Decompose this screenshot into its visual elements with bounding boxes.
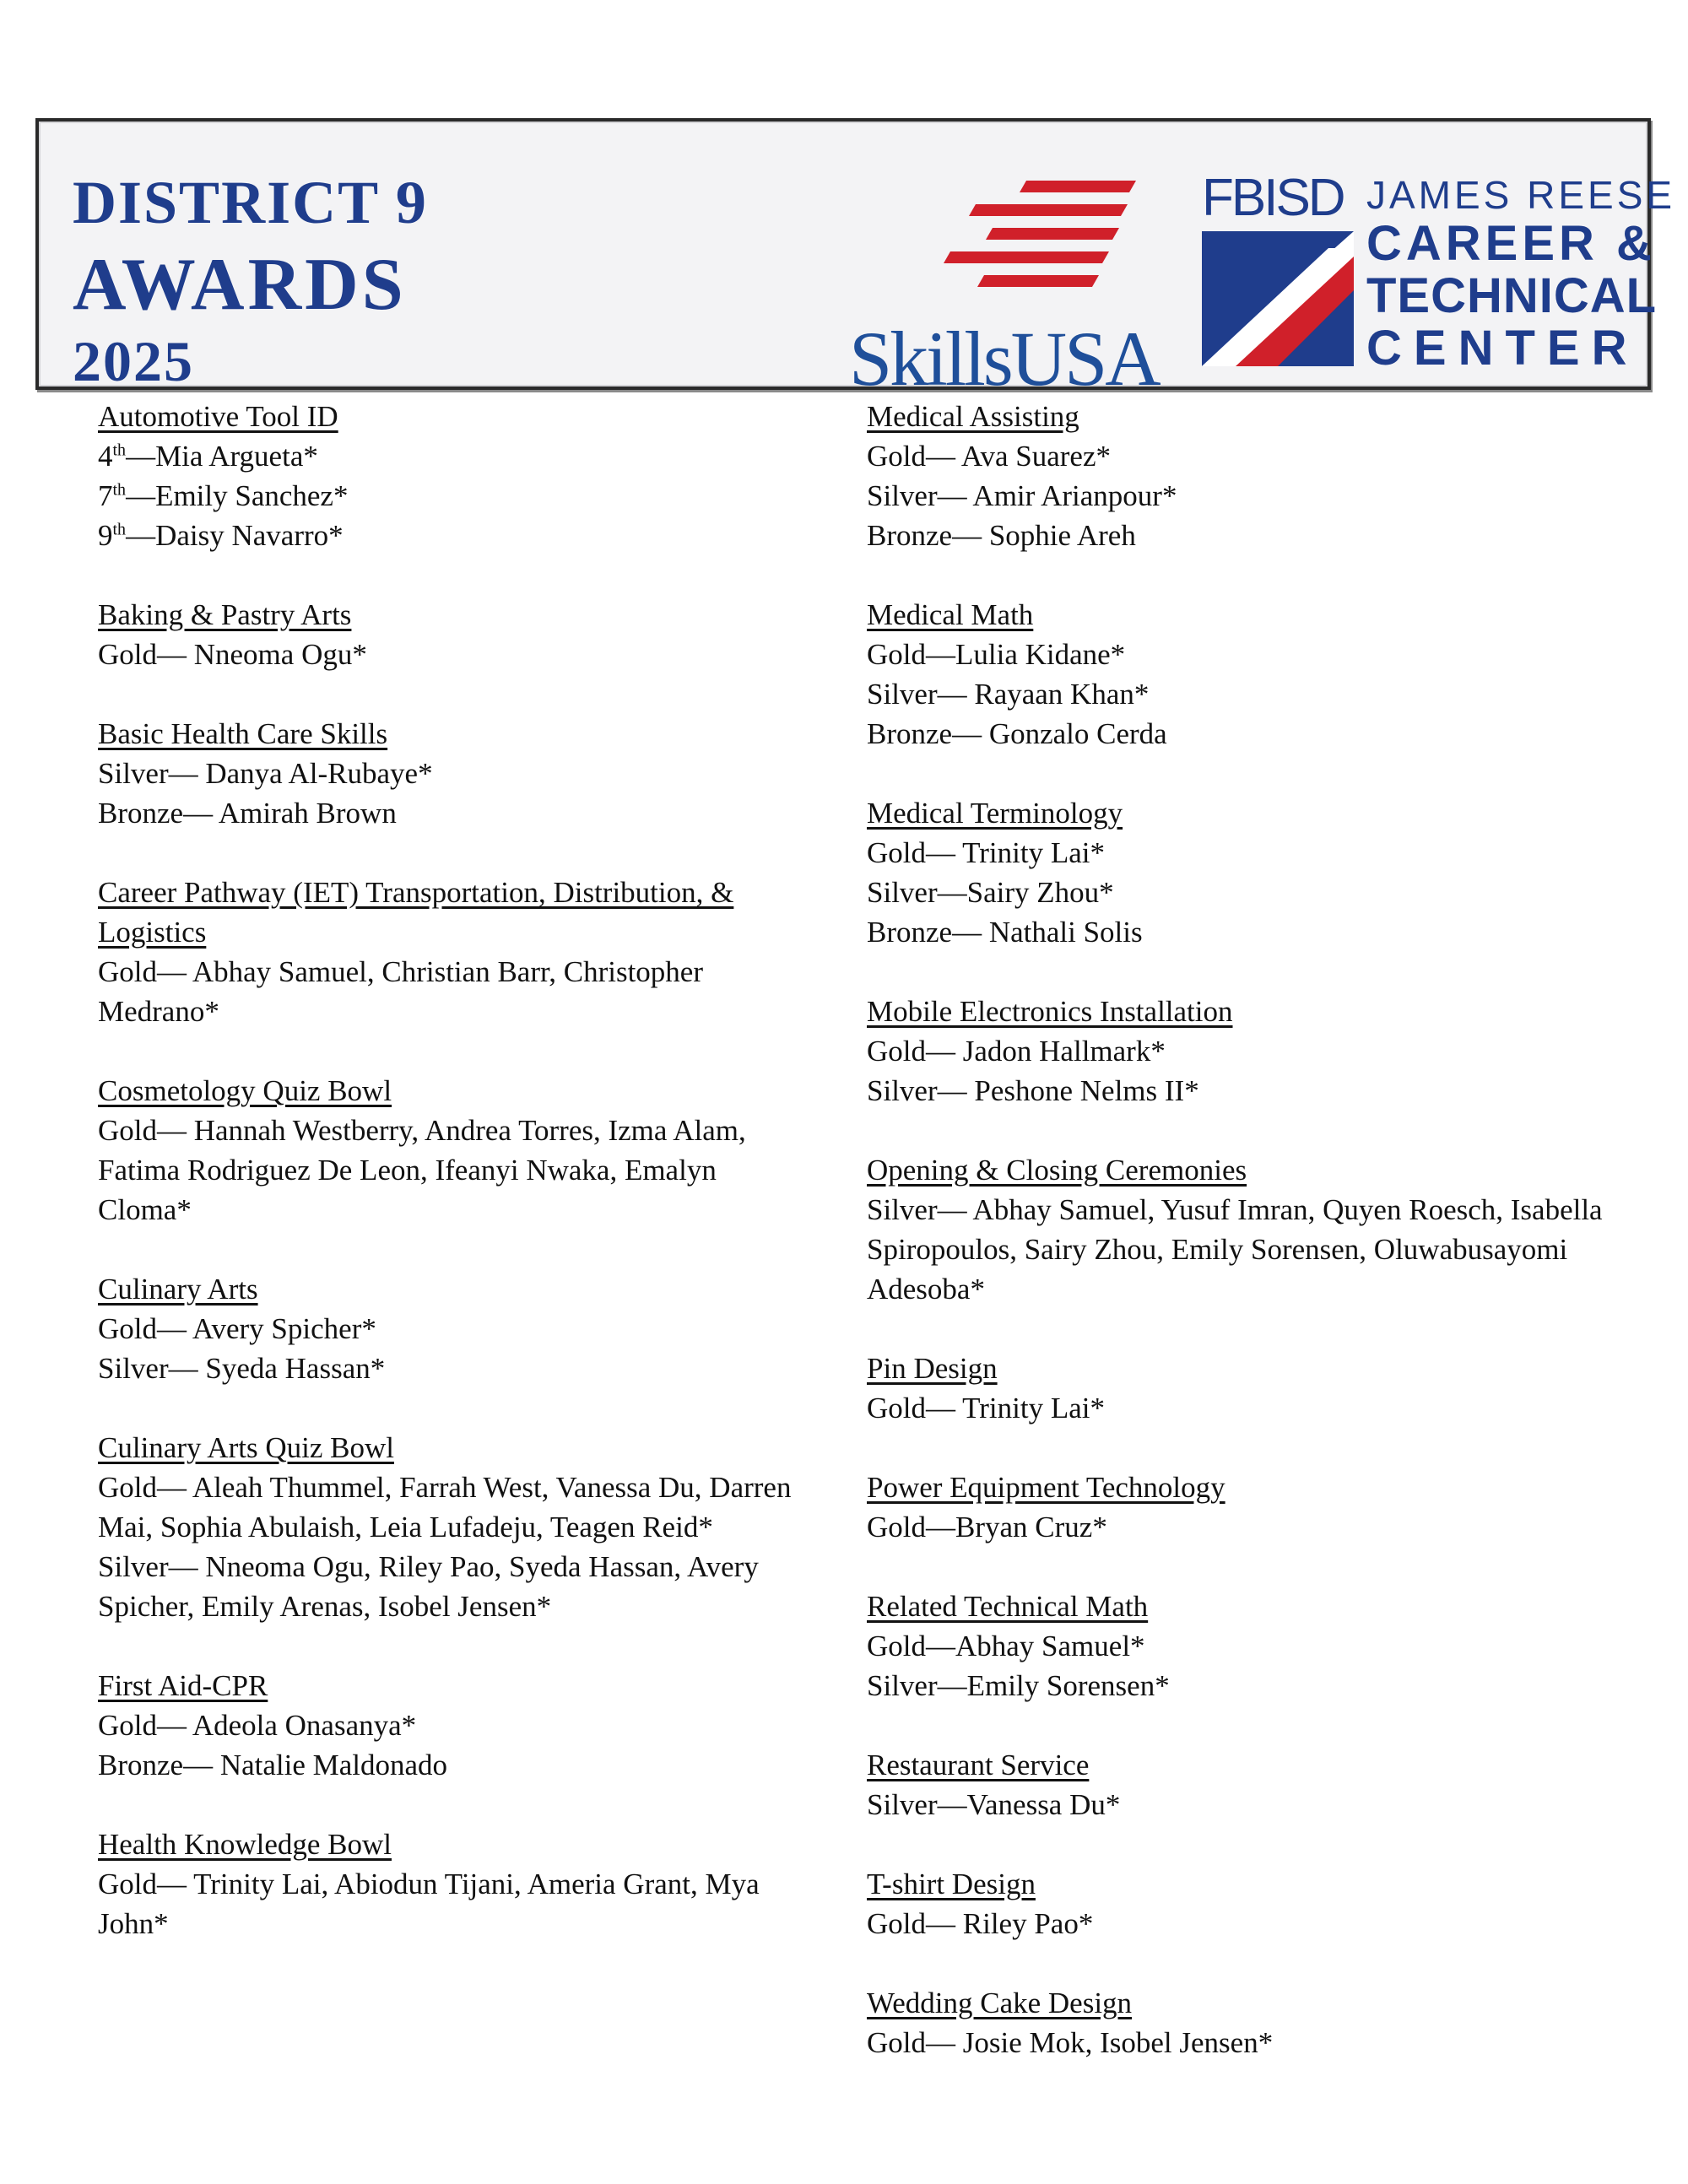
category-health-knowledge-bowl xyxy=(98,1825,815,1943)
title-awards: AWARDS xyxy=(73,244,407,326)
award-line: Bronze— Sophie Areh xyxy=(867,519,1136,552)
category-wedding-cake-design xyxy=(867,1983,1626,2062)
category-first-aid-cpr xyxy=(98,1666,815,1785)
award-line: Gold— Trinity Lai* xyxy=(867,1392,1105,1424)
school-name-line4: CENTER xyxy=(1366,321,1639,376)
award-line: Silver—Sairy Zhou* xyxy=(867,876,1114,909)
school-name-line3: TECHNICAL xyxy=(1366,268,1658,323)
award-line: Silver— Peshone Nelms II* xyxy=(867,1074,1199,1107)
category-title: Baking & Pastry Arts xyxy=(98,598,352,631)
category-title: Wedding Cake Design xyxy=(867,1987,1133,2019)
school-name-line2: CAREER & xyxy=(1366,216,1656,271)
award-line: Bronze— Natalie Maldonado xyxy=(98,1749,448,1781)
category-title: Power Equipment Technology xyxy=(867,1471,1225,1504)
category-title: Related Technical Math xyxy=(867,1590,1149,1623)
award-line: Silver— Amir Arianpour* xyxy=(867,479,1177,512)
category-title: Basic Health Care Skills xyxy=(98,717,388,750)
award-line: Gold— Adeola Onasanya* xyxy=(98,1709,417,1742)
award-line: Gold— Ava Suarez* xyxy=(867,440,1112,473)
category-culinary-arts xyxy=(98,1269,815,1388)
category-t-shirt-design xyxy=(867,1864,1626,1943)
award-line: Gold— Trinity Lai, Abiodun Tijani, Ameria Grant, Mya John* xyxy=(98,1868,760,1940)
category-medical-assisting xyxy=(867,397,1626,555)
category-title: Culinary Arts xyxy=(98,1273,258,1306)
award-line: Bronze— Gonzalo Cerda xyxy=(867,717,1167,750)
award-line: Silver— Danya Al-Rubaye* xyxy=(98,757,433,790)
fbisd-logo xyxy=(1202,169,1676,376)
left-column xyxy=(98,397,815,1983)
award-line: Gold—Lulia Kidane* xyxy=(867,638,1126,671)
award-line: Silver— Syeda Hassan* xyxy=(98,1352,386,1385)
category-related-technical-math xyxy=(867,1587,1626,1706)
right-column xyxy=(867,397,1626,2102)
skillsusa-logo xyxy=(849,172,1161,402)
category-title: Medical Assisting xyxy=(867,400,1079,433)
category-title: Medical Terminology xyxy=(867,797,1123,830)
award-line: Gold— Nneoma Ogu* xyxy=(98,638,367,671)
category-title: T-shirt Design xyxy=(867,1868,1036,1900)
award-line: Silver—Emily Sorensen* xyxy=(867,1669,1170,1702)
category-title: Opening & Closing Ceremonies xyxy=(867,1154,1247,1187)
category-restaurant-service xyxy=(867,1745,1626,1825)
category-pin-design xyxy=(867,1349,1626,1428)
category-cosmetology-quiz-bowl xyxy=(98,1071,815,1230)
award-line: Gold— Jadon Hallmark* xyxy=(867,1035,1166,1068)
award-line: Gold— Trinity Lai* xyxy=(867,836,1105,869)
category-title: Cosmetology Quiz Bowl xyxy=(98,1074,392,1107)
award-line: 9th—Daisy Navarro* xyxy=(98,519,344,552)
category-medical-terminology xyxy=(867,793,1626,952)
award-line: Silver— Rayaan Khan* xyxy=(867,678,1150,711)
category-title: Restaurant Service xyxy=(867,1749,1090,1781)
fbisd-emblem-icon xyxy=(1202,231,1354,366)
award-line: Silver— Abhay Samuel, Yusuf Imran, Quyen Roesch, Isabella Spiropoulos, Sairy Zhou, Emily Sorensen, Oluwabusayomi Adesoba* xyxy=(867,1193,1603,1306)
category-title: First Aid-CPR xyxy=(98,1669,268,1702)
award-line: Gold— Abhay Samuel, Christian Barr, Christopher Medrano* xyxy=(98,955,703,1028)
category-medical-math xyxy=(867,595,1626,754)
category-basic-health-care-skills xyxy=(98,714,815,833)
award-line: 7th—Emily Sanchez* xyxy=(98,479,349,512)
title-district: DISTRICT 9 xyxy=(73,169,428,236)
award-line: 4th—Mia Argueta* xyxy=(98,440,318,473)
category-title: Automotive Tool ID xyxy=(98,400,338,433)
category-automotive-tool-id xyxy=(98,397,815,555)
category-power-equipment-technology xyxy=(867,1468,1626,1547)
category-mobile-electronics xyxy=(867,992,1626,1111)
skillsusa-wordmark: SkillsUSA xyxy=(849,316,1159,402)
award-line: Gold— Hannah Westberry, Andrea Torres, Izma Alam, Fatima Rodriguez De Leon, Ifeanyi Nwaka, Emalyn Cloma* xyxy=(98,1114,746,1226)
category-title: Career Pathway (IET) Transportation, Distribution, & Logistics xyxy=(98,876,734,949)
award-line: Gold— Josie Mok, Isobel Jensen* xyxy=(867,2026,1274,2059)
award-line: Bronze— Amirah Brown xyxy=(98,797,397,830)
category-title: Mobile Electronics Installation xyxy=(867,995,1233,1028)
category-baking-pastry-arts xyxy=(98,595,815,674)
award-line: Gold— Aleah Thummel, Farrah West, Vanessa Du, Darren Mai, Sophia Abulaish, Leia Lufadeju, Teagen Reid* xyxy=(98,1471,792,1543)
category-title: Medical Math xyxy=(867,598,1034,631)
category-title: Health Knowledge Bowl xyxy=(98,1828,392,1861)
award-line: Silver— Nneoma Ogu, Riley Pao, Syeda Hassan, Avery Spicher, Emily Arenas, Isobel Jensen* xyxy=(98,1550,759,1623)
category-opening-closing-ceremonies xyxy=(867,1150,1626,1309)
award-line: Gold—Bryan Cruz* xyxy=(867,1511,1107,1543)
fbisd-wordmark: FBISD xyxy=(1202,169,1344,227)
school-name-line1: JAMES REESE xyxy=(1366,173,1676,217)
category-title: Culinary Arts Quiz Bowl xyxy=(98,1431,394,1464)
award-line: Gold— Riley Pao* xyxy=(867,1907,1094,1940)
award-line: Bronze— Nathali Solis xyxy=(867,916,1143,949)
category-career-pathway xyxy=(98,873,815,1031)
category-title: Pin Design xyxy=(867,1352,998,1385)
category-culinary-arts-quiz-bowl xyxy=(98,1428,815,1626)
skillsusa-stripes-icon xyxy=(849,172,1161,316)
award-line: Silver—Vanessa Du* xyxy=(867,1788,1121,1821)
award-line: Gold—Abhay Samuel* xyxy=(867,1630,1145,1662)
title-year: 2025 xyxy=(73,329,194,393)
header-banner xyxy=(35,118,1676,402)
award-line: Gold— Avery Spicher* xyxy=(98,1312,376,1345)
